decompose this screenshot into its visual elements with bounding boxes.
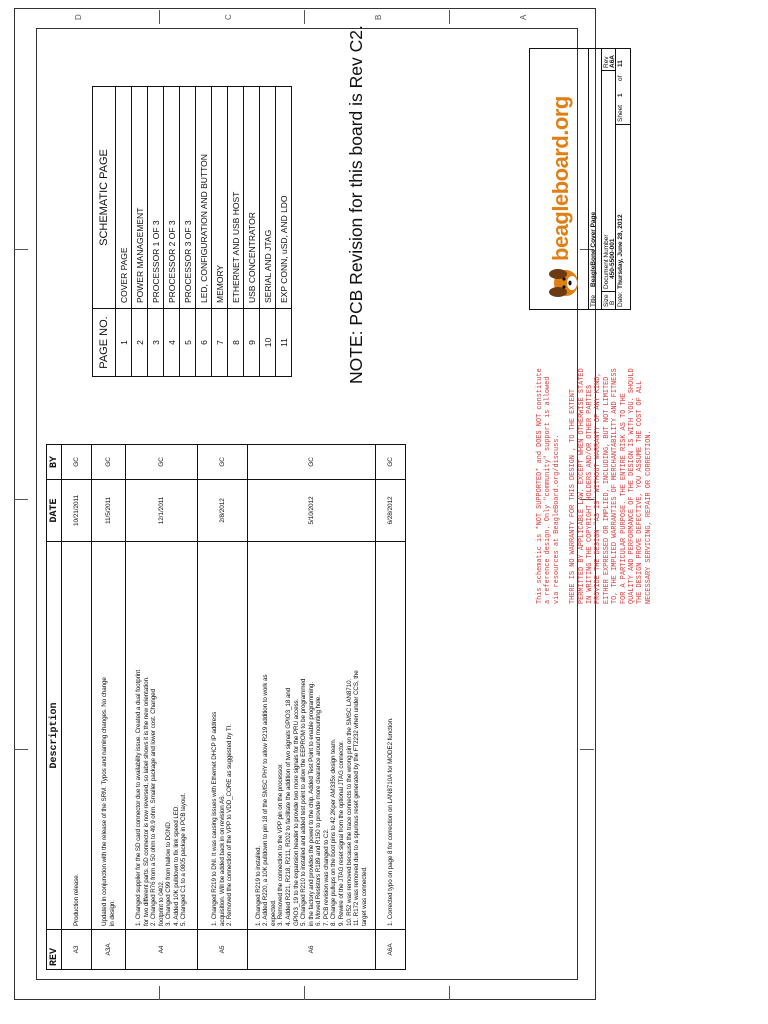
page-title: LED, CONFIGURATION AND BUTTON	[196, 87, 212, 309]
description-line: 2. Added R220, a 10K pulldown to pin 18 of the SMSC PHY to allow R219 addition to work as	[262, 674, 270, 926]
table-row	[248, 445, 376, 970]
table-row	[196, 87, 212, 377]
page-number: 11	[276, 309, 292, 377]
table-row	[116, 87, 132, 377]
rev-cell: A3A	[92, 930, 126, 970]
zone-tick	[14, 499, 28, 500]
of-value: 11	[617, 60, 624, 67]
page-number: 4	[164, 309, 180, 377]
date-cell: 10/21/2011	[62, 480, 92, 542]
description-cell	[62, 542, 92, 930]
divider	[616, 124, 630, 125]
logo-text: beagleboard.org	[548, 96, 573, 261]
by-header: BY	[47, 445, 62, 480]
zone-tick	[449, 10, 450, 24]
zone-tick	[159, 986, 160, 1000]
rev-header: REV	[47, 930, 62, 970]
zone-letter: D	[74, 14, 83, 20]
page-title: PROCESSOR 1 OF 3	[148, 87, 164, 309]
date-cell: 11/5/2011	[92, 480, 126, 542]
title-block	[529, 48, 631, 310]
pcb-revision-note: NOTE: PCB Revision for this board is Rev C2.	[346, 25, 366, 384]
description-line: 5. Changed C1 to a 0805 package in PCB layout.	[180, 793, 188, 926]
table-row	[276, 87, 292, 377]
table-row	[244, 87, 260, 377]
by-cell: GC	[198, 445, 248, 480]
table-row	[260, 87, 276, 377]
divider	[602, 291, 616, 292]
page-number: 8	[228, 309, 244, 377]
description-cell	[198, 542, 248, 930]
rev-label: Rev	[603, 56, 610, 68]
beagleboard-logo	[542, 51, 586, 301]
table-row	[228, 87, 244, 377]
rev-value: A6A	[609, 54, 616, 68]
description-line: in design.	[108, 900, 116, 926]
support-line: a reference design. Only "community" support is allowed	[544, 376, 553, 604]
description-line: 5. Changed R210 to installed and added test point to allow the EEPROM to be programmed	[300, 678, 308, 926]
date-cell: 2/8/2012	[198, 480, 248, 542]
page-number: 5	[180, 309, 196, 377]
table-row	[132, 87, 148, 377]
support-line: via resources at BeagleBoard.org/discuss.	[552, 434, 561, 604]
description-cell	[126, 542, 198, 930]
page-title: USB CONCENTRATOR	[244, 87, 260, 309]
description-line: for two different parts. SD connector is now reversed, so label shows it is the new orientation.	[142, 676, 150, 926]
date-cell: 12/1/2011	[126, 480, 198, 542]
sheet-value: 1	[617, 93, 624, 97]
description-line: 10. R52 was removed because the trace connects to the wrong pin on the SMSC LAN8710.	[345, 678, 353, 926]
page-number: 3	[148, 309, 164, 377]
spacer	[561, 344, 569, 604]
rev-cell: A5	[198, 930, 248, 970]
date-value: Thursday, June 28, 2012	[617, 214, 624, 289]
divider	[602, 70, 616, 71]
description-line: in the factory and provides the power to the chip. Added Test Point to enable programming.	[307, 682, 315, 926]
schematic-page-index	[92, 86, 292, 377]
page-title: PROCESSOR 2 OF 3	[164, 87, 180, 309]
sheet-label: Sheet	[617, 105, 624, 122]
support-line: This schematic is *NOT SUPPORTED* and DOES NOT constitute	[536, 368, 544, 604]
page-number: 1	[116, 309, 132, 377]
page-number: 7	[212, 309, 228, 377]
rev-cell: A4	[126, 930, 198, 970]
page-no-header: PAGE NO.	[93, 309, 116, 377]
zone-letter: A	[519, 14, 528, 20]
warranty-line: PERMITTED BY APPLICABLE LAW. EXCEPT WHEN OTHERWISE STATED	[577, 368, 586, 604]
schematic-sheet	[14, 0, 653, 1000]
by-cell: GC	[248, 445, 376, 480]
table-row	[92, 445, 126, 970]
drawing-title: BeagleBone Cover Page	[590, 211, 597, 287]
size-label: Size	[603, 294, 610, 307]
of-label: of	[617, 75, 624, 81]
page-title: SERIAL AND JTAG	[260, 87, 276, 309]
description-line: 11. R172 was removed due to a spurious reset generated by the FT2232 when under CCS, the	[353, 670, 361, 926]
description-line: 2. Changed R76 from a 50 ohm to 49.9 ohm. Smaller package and lower cost. Changed	[150, 689, 158, 926]
description-line: 2. Removed the connection of the VPP to VDD_CORE as suggested by TI.	[226, 724, 234, 926]
description-cell	[92, 542, 126, 930]
description-line: 8. Change pullups on the boot pins to 42.2Kper AM335x design team.	[330, 738, 338, 926]
by-cell: GC	[126, 445, 198, 480]
schematic-page-header: SCHEMATIC PAGE	[93, 87, 116, 309]
description-line: 4. Added R221, R218, R211, R202 to facilitate the addition of two signals GPIO3_18 and	[284, 687, 292, 926]
rev-cell: A6A	[376, 930, 406, 970]
page-number: 10	[260, 309, 276, 377]
description-line: GPIO3_19 to the expansion header to provide two more signals for the PRU access.	[292, 698, 300, 926]
date-cell: 5/10/2012	[248, 480, 376, 542]
date-label: Date:	[617, 291, 624, 307]
zone-letter: C	[224, 14, 233, 20]
warranty-line: EITHER EXPRESSED OR IMPLIED, INCLUDING, BUT NOT LIMITED	[602, 376, 611, 604]
beagle-dog-icon	[542, 265, 582, 301]
rev-cell: A6	[248, 930, 376, 970]
zone-tick	[449, 986, 450, 1000]
description-line: expected.	[269, 899, 277, 926]
description-line: 9. Rewire of the JTAG reset signal from the optional JTAG connector.	[338, 740, 346, 926]
zone-tick	[159, 10, 160, 24]
date-sheet-row	[615, 49, 630, 309]
page-number: 9	[244, 309, 260, 377]
zone-tick	[304, 986, 305, 1000]
rev-cell: A3	[62, 930, 92, 970]
description-line: 3. Removed the connection to the VPP pin on the processor.	[277, 763, 285, 926]
page-title: EXP CONN, uSD, AND LDO	[276, 87, 292, 309]
warranty-line: IN WRITING THE COPYRIGHT HOLDERS AND/OR OTHER PARTIES	[586, 384, 595, 604]
zone-tick	[14, 249, 28, 250]
description-line: 1. Corrected typo on page 8 for correction on LAN8710A for MODE2 function.	[386, 717, 394, 926]
description-line: Updated in conjunction with the release of the SRM. Typos and naming changes. No change	[100, 677, 108, 926]
by-cell: GC	[92, 445, 126, 480]
date-header: DATE	[47, 480, 62, 542]
description-line: 3. Changed C99 from hallow to DGND.	[165, 820, 173, 926]
size-docnum-rev-row	[601, 49, 616, 309]
date-cell: 6/28/2012	[376, 480, 406, 542]
description-header: Description	[47, 542, 62, 930]
zone-tick	[14, 749, 28, 750]
zone-tick	[580, 749, 594, 750]
page-title: MEMORY	[212, 87, 228, 309]
document-number: 450-5500-001	[609, 238, 616, 279]
revision-table-header	[47, 445, 62, 970]
revision-table	[46, 444, 406, 970]
zone-tick	[304, 10, 305, 24]
description-cell	[248, 542, 376, 930]
table-row	[212, 87, 228, 377]
description-cell	[376, 542, 406, 930]
by-cell: GC	[376, 445, 406, 480]
warranty-line: TO, THE IMPLIED WARRANTIES OF MERCHANTABILITY AND FITNESS	[611, 368, 620, 604]
table-row	[126, 445, 198, 970]
warranty-line: NECESSARY SERVICING, REPAIR OR CORRECTION.	[644, 430, 653, 604]
page-title: PROCESSOR 3 OF 3	[180, 87, 196, 309]
table-row	[164, 87, 180, 377]
page-number: 2	[132, 309, 148, 377]
warranty-line: PROVIDE THE DESIGN "AS IS" WITHOUT WARRANTY OF ANY KIND,	[594, 372, 603, 604]
warranty-line: FOR A PARTICULAR PURPOSE. THE ENTIRE RISK AS TO THE	[619, 393, 628, 604]
description-line: 1. Changed R219 to DNI. It was causing issues with Ethernet DHCP IP address	[211, 711, 219, 926]
title-row	[588, 49, 602, 309]
size-value: B	[609, 300, 616, 305]
by-cell: GC	[62, 445, 92, 480]
table-row	[198, 445, 248, 970]
description-line: 4. Added 10K pulldown to fix link speed LED.	[172, 805, 180, 926]
table-row	[376, 445, 406, 970]
disclaimer-text	[536, 344, 653, 604]
description-line: acquisition. Will be added back in on revision A6.	[218, 794, 226, 926]
page-title: POWER MANAGEMENT	[132, 87, 148, 309]
table-row	[62, 445, 92, 970]
title-label: Title	[590, 294, 597, 307]
warranty-line: QUALITY AND PERFORMANCE OF THE DESIGN IS WITH YOU. SHOULD	[628, 368, 637, 604]
page-index-header	[93, 87, 116, 377]
description-line: target was connected.	[360, 866, 368, 926]
warranty-line: THE DESIGN PROVE DEFECTIVE, YOU ASSUME THE COST OF ALL	[636, 380, 645, 604]
description-line: Production release.	[72, 873, 80, 926]
description-line: footprint to 0402.	[157, 880, 165, 926]
page-title: COVER PAGE	[116, 87, 132, 309]
warranty-line: THERE IS NO WARRANTY FOR THIS DESIGN , TO THE EXTENT	[569, 388, 578, 604]
table-row	[148, 87, 164, 377]
description-line: 7. PCB revision was changed to C2.	[322, 828, 330, 926]
page-title: ETHERNET AND USB HOST	[228, 87, 244, 309]
description-line: 6. Moved Resistors R189 and R150 to provide more clearance around mounting hole.	[315, 695, 323, 926]
description-line: 1. Changed R219 to installed.	[254, 845, 262, 926]
description-line: 1. Changed supplier for the SD card connector due to availability issue. Created a dual footprint	[134, 670, 142, 926]
page-number: 6	[196, 309, 212, 377]
zone-letter: B	[374, 14, 383, 20]
document-number-label: Document Number	[603, 234, 610, 289]
table-row	[180, 87, 196, 377]
